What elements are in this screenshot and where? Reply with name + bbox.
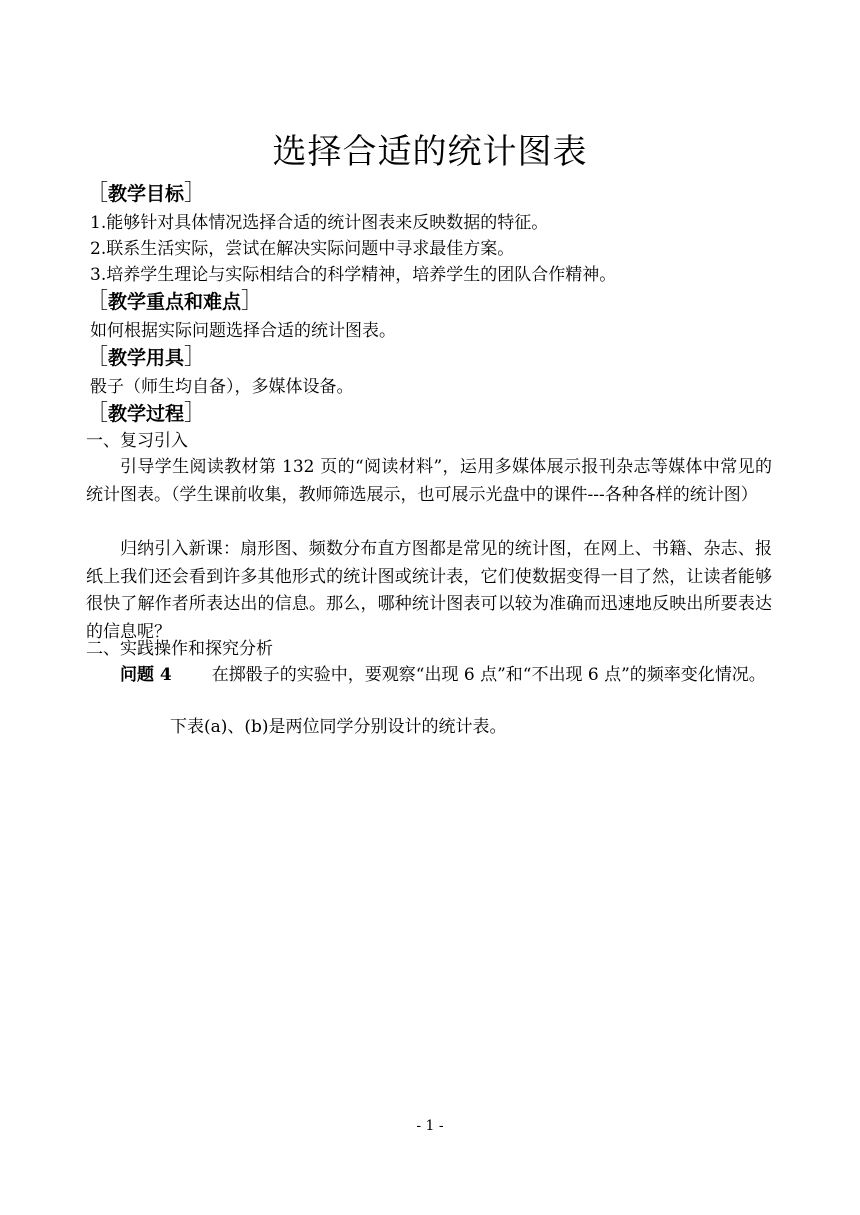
question-text: 在掷骰子的实验中，要观察“出现 6 点”和“不出现 6 点”的频率变化情况。 bbox=[211, 665, 766, 685]
part2-title: 二、实践操作和探究分析 bbox=[86, 639, 273, 659]
goal-item-2: 2.联系生活实际，尝试在解决实际问题中寻求最佳方案。 bbox=[90, 239, 515, 259]
page-number: - 1 - bbox=[416, 1118, 444, 1134]
section-heading-goals: ［教学目标］ bbox=[86, 181, 207, 206]
document-title: 选择合适的统计图表 bbox=[272, 132, 588, 172]
section-heading-process: ［教学过程］ bbox=[86, 401, 207, 426]
part1-paragraph-2: 归纳引入新课：扇形图、频数分布直方图都是常见的统计图，在网上、书籍、杂志、报纸上我们还会看到许多其他形式的统计图或统计表，它们使数据变得一目了然，让读者能够很快了解作者所表达出的信息。那么，哪种统计图表可以较为准确而迅速地反映出所要表达的信息呢？ bbox=[86, 539, 772, 642]
question-4-paragraph bbox=[86, 662, 772, 690]
section-heading-tools: ［教学用具］ bbox=[86, 345, 207, 370]
goal-item-1: 1.能够针对具体情况选择合适的统计图表来反映数据的特征。 bbox=[90, 213, 549, 233]
table-intro: 下表(a)、(b)是两位同学分别设计的统计表。 bbox=[170, 717, 507, 737]
section-heading-key-points: ［教学重点和难点］ bbox=[86, 289, 264, 314]
tools-text: 骰子（师生均自备），多媒体设备。 bbox=[90, 377, 354, 397]
question-label: 问题 4 bbox=[120, 665, 172, 685]
part1-paragraph-1: 引导学生阅读教材第 132 页的“阅读材料”，运用多媒体展示报刊杂志等媒体中常见的统计图表。（学生课前收集，教师筛选展示，也可展示光盘中的课件---各种各样的统计图） bbox=[86, 457, 772, 505]
part1-title: 一、复习引入 bbox=[86, 431, 188, 451]
key-points-text: 如何根据实际问题选择合适的统计图表。 bbox=[90, 321, 396, 341]
goal-item-3: 3.培养学生理论与实际相结合的科学精神，培养学生的团队合作精神。 bbox=[90, 265, 617, 285]
